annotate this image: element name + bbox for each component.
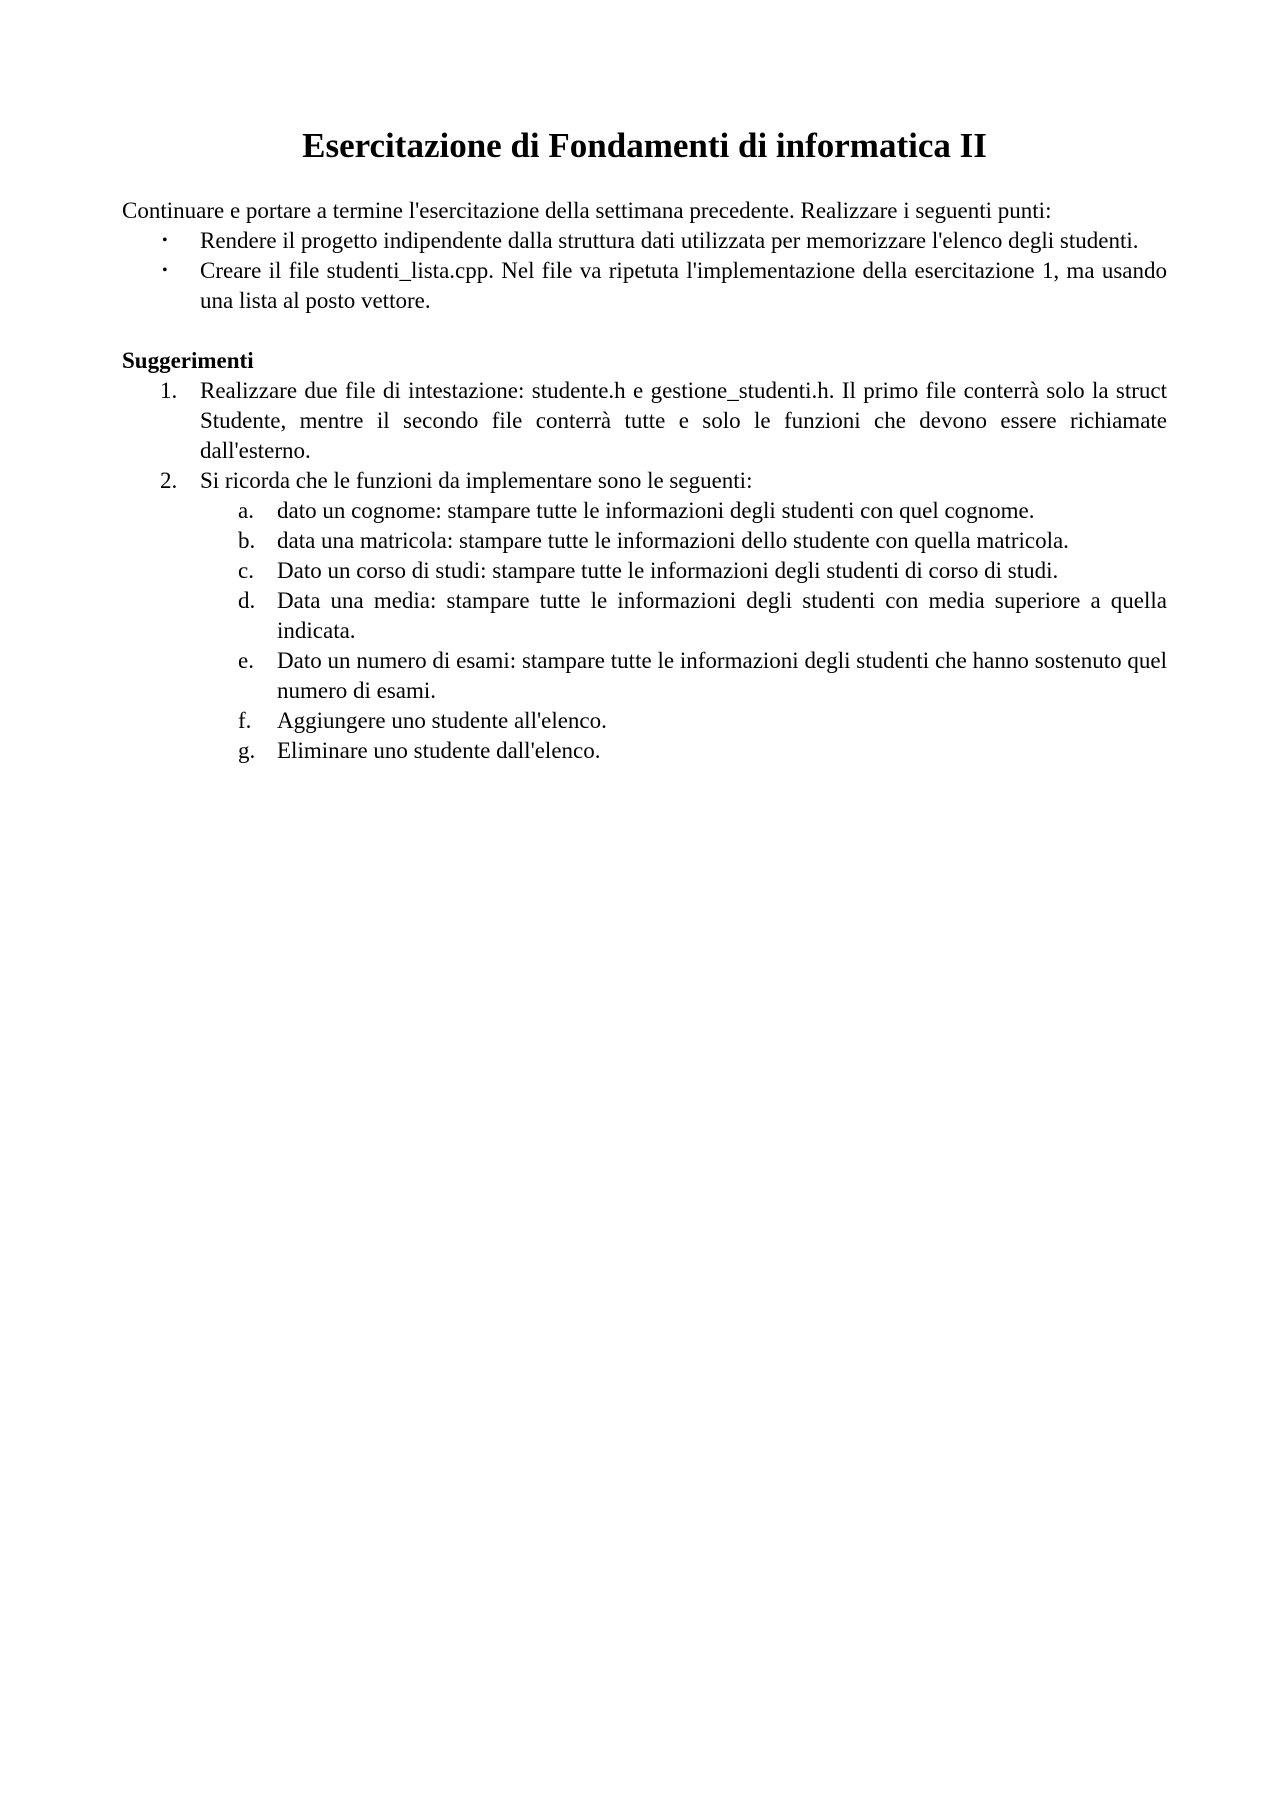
bullet-item [122,256,1167,316]
function-item [122,526,1167,556]
suggestion-item [122,466,1167,766]
function-letter: g. [238,738,256,763]
suggestions-heading: Suggerimenti [122,348,254,373]
bullet-list [122,226,1167,316]
bullet-marker: • [162,262,168,279]
function-item [122,706,1167,736]
function-text: Eliminare uno studente dall'elenco. [277,738,601,763]
function-item [122,556,1167,586]
function-item [122,646,1167,706]
function-letter: a. [238,498,254,523]
function-text: Data una media: stampare tutte le informazioni degli studenti con media superiore a quella indicata. [277,588,1167,643]
bullet-text: Rendere il progetto indipendente dalla struttura dati utilizzata per memorizzare l'elenco degli studenti. [200,228,1139,253]
suggestion-text: Realizzare due file di intestazione: studente.h e gestione_studenti.h. Il primo file conterrà solo la struct Studente, mentre il secondo file conterrà tutte e solo le funzioni che devono essere richiamate dall'esterno. [200,378,1167,463]
document-page [122,124,1167,766]
suggestion-number: 2. [160,468,178,493]
bullet-item [122,226,1167,256]
function-letter: d. [238,588,256,613]
function-item [122,496,1167,526]
function-list [200,496,1167,766]
function-item [122,586,1167,646]
suggestions-list [122,376,1167,766]
suggestion-text: Si ricorda che le funzioni da implementare sono le seguenti: [200,468,753,493]
function-letter: c. [238,558,254,583]
bullet-text: Creare il file studenti_lista.cpp. Nel file va ripetuta l'implementazione della esercitazione 1, ma usando una lista al posto vettore. [200,258,1167,313]
intro-paragraph: Continuare e portare a termine l'esercitazione della settimana precedente. Realizzare i seguenti punti: [122,198,1052,223]
function-letter: b. [238,528,256,553]
function-item [122,736,1167,766]
document-title: Esercitazione di Fondamenti di informatica II [302,126,987,165]
bullet-marker: • [162,232,168,249]
suggestion-item [122,376,1167,466]
function-text: Aggiungere uno studente all'elenco. [277,708,607,733]
function-text: dato un cognome: stampare tutte le informazioni degli studenti con quel cognome. [277,498,1035,523]
suggestion-number: 1. [160,378,178,403]
function-letter: f. [238,708,252,733]
function-text: Dato un numero di esami: stampare tutte le informazioni degli studenti che hanno sostenuto quel numero di esami. [277,648,1167,703]
function-text: data una matricola: stampare tutte le informazioni dello studente con quella matricola. [277,528,1069,553]
function-text: Dato un corso di studi: stampare tutte le informazioni degli studenti di corso di studi. [277,558,1059,583]
function-letter: e. [238,648,254,673]
